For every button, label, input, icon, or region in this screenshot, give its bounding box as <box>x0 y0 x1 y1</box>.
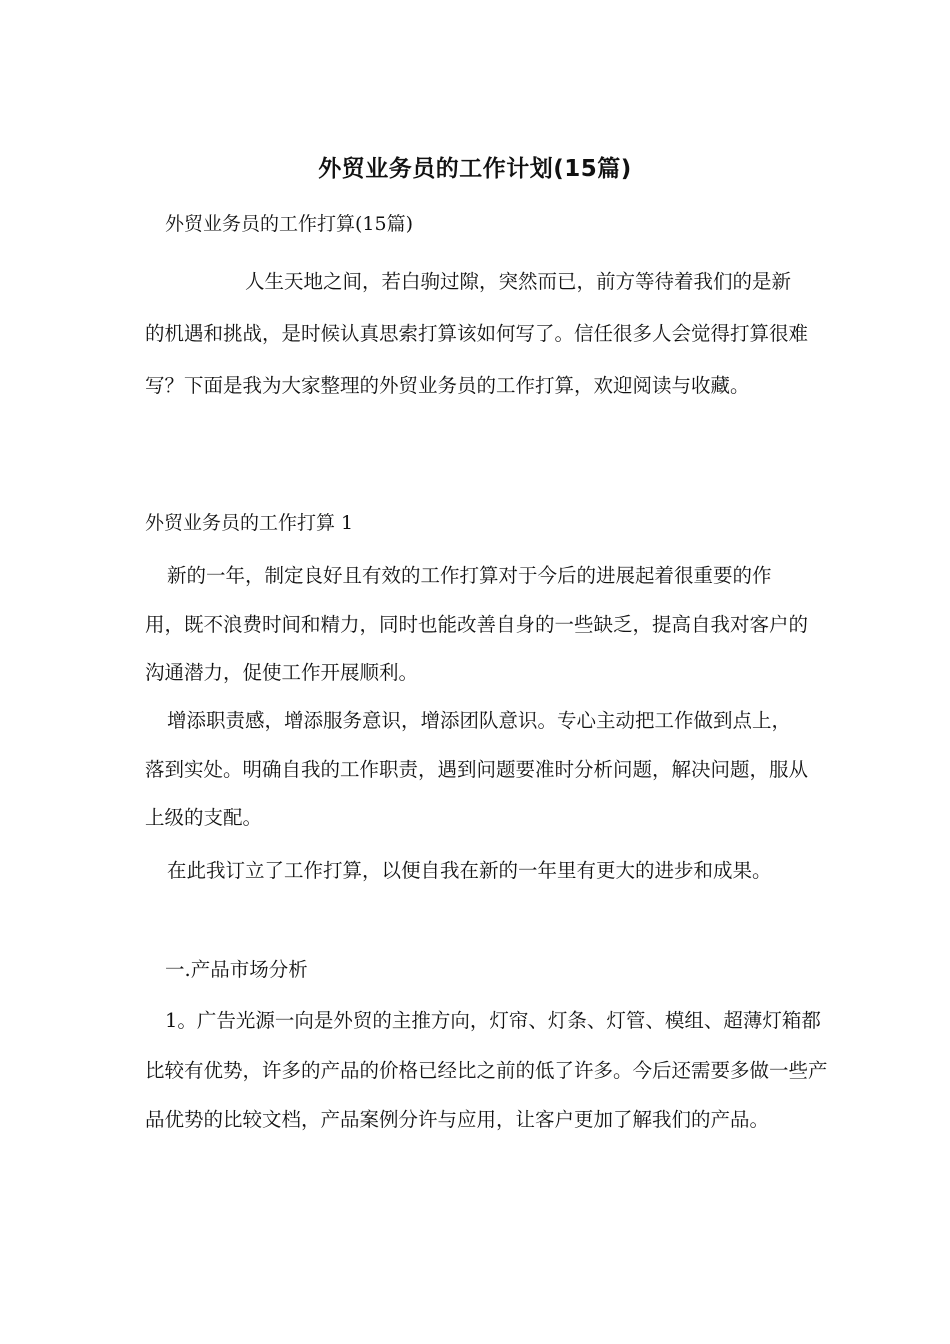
intro-paragraph: 人生天地之间，若白驹过隙，突然而已，前方等待着我们的是新的机遇和挑战，是时候认真思索打算该如何写了。信任很多人会觉得打算很难写？下面是我为大家整理的外贸业务员的工作打算，欢迎阅读与收藏。 <box>145 270 809 397</box>
paragraph-2: 增添职责感，增添服务意识，增添团队意识。专心主动把工作做到点上，落到实处。明确自我的工作职责，遇到问题要准时分析问题，解决问题，服从上级的支配。 <box>145 709 809 829</box>
document-title: 外贸业务员的工作计划(15篇) <box>318 156 632 182</box>
list-item-1: 1。广告光源一向是外贸的主推方向，灯帘、灯条、灯管、模组、超薄灯箱都比较有优势，许多的产品的价格已经比之前的低了许多。今后还需要多做一些产品优势的比较文档，产品案例分许与应用，让客户更加了解我们的产品。 <box>145 1009 828 1131</box>
section-heading: 外贸业务员的工作打算 1 <box>145 512 354 534</box>
document-subtitle: 外贸业务员的工作打算(15篇) <box>165 213 414 235</box>
paragraph-1: 新的一年，制定良好且有效的工作打算对于今后的进展起着很重要的作用，既不浪费时间和精力，同时也能改善自身的一些缺乏，提高自我对客户的沟通潜力，促使工作开展顺利。 <box>145 564 809 684</box>
paragraph-3: 在此我订立了工作打算，以便自我在新的一年里有更大的进步和成果。 <box>167 859 772 882</box>
subheading-market-analysis: 一.产品市场分析 <box>165 958 308 981</box>
